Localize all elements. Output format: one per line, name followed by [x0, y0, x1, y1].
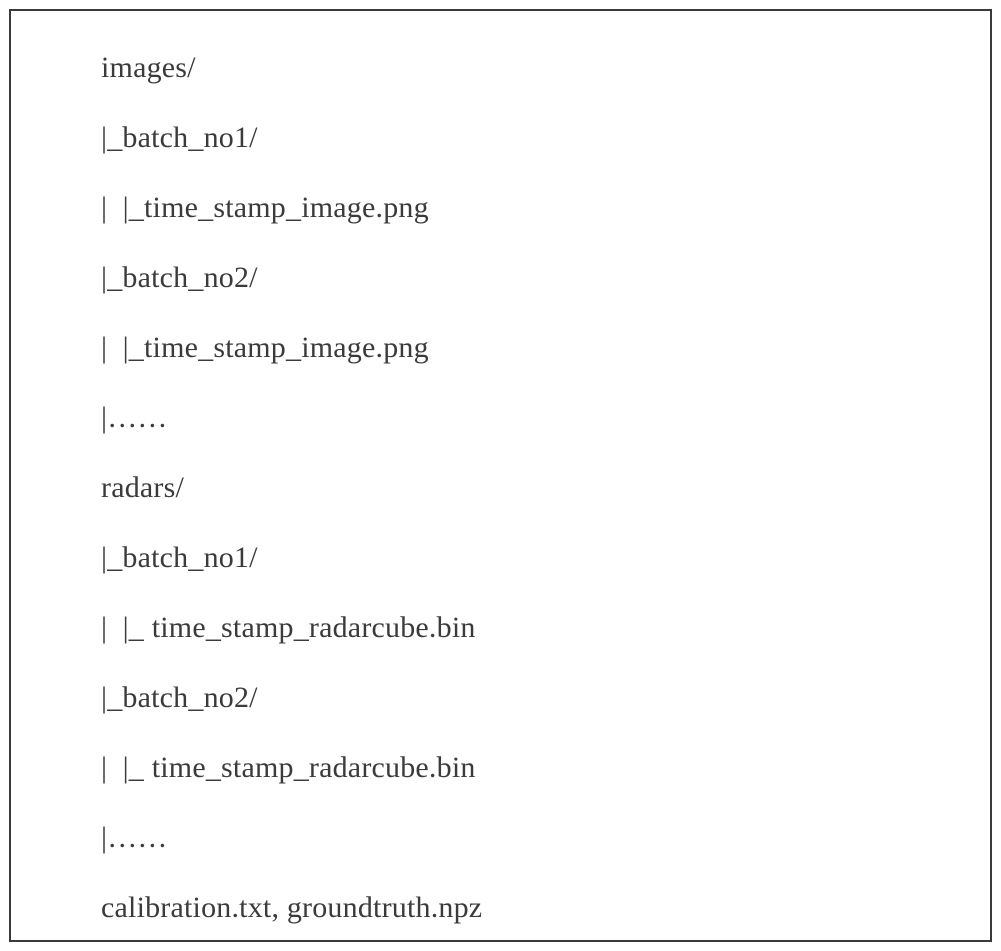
tree-line: |_batch_no1/ [101, 541, 258, 574]
tree-line: |_batch_no1/ [101, 121, 258, 154]
tree-line: radars/ [101, 471, 185, 504]
tree-line: |_batch_no2/ [101, 681, 258, 714]
tree-line: |_batch_no2/ [101, 261, 258, 294]
tree-line: | |_ time_stamp_radarcube.bin [101, 611, 476, 644]
tree-line: | |_time_stamp_image.png [101, 191, 429, 224]
tree-line: |…… [101, 821, 168, 854]
tree-line: | |_ time_stamp_radarcube.bin [101, 751, 476, 784]
tree-line: calibration.txt, groundtruth.npz [101, 891, 483, 924]
directory-structure-box [9, 9, 992, 942]
tree-line: | |_time_stamp_image.png [101, 331, 429, 364]
tree-line: images/ [101, 51, 196, 84]
tree-line: |…… [101, 401, 168, 434]
directory-tree [11, 33, 990, 942]
